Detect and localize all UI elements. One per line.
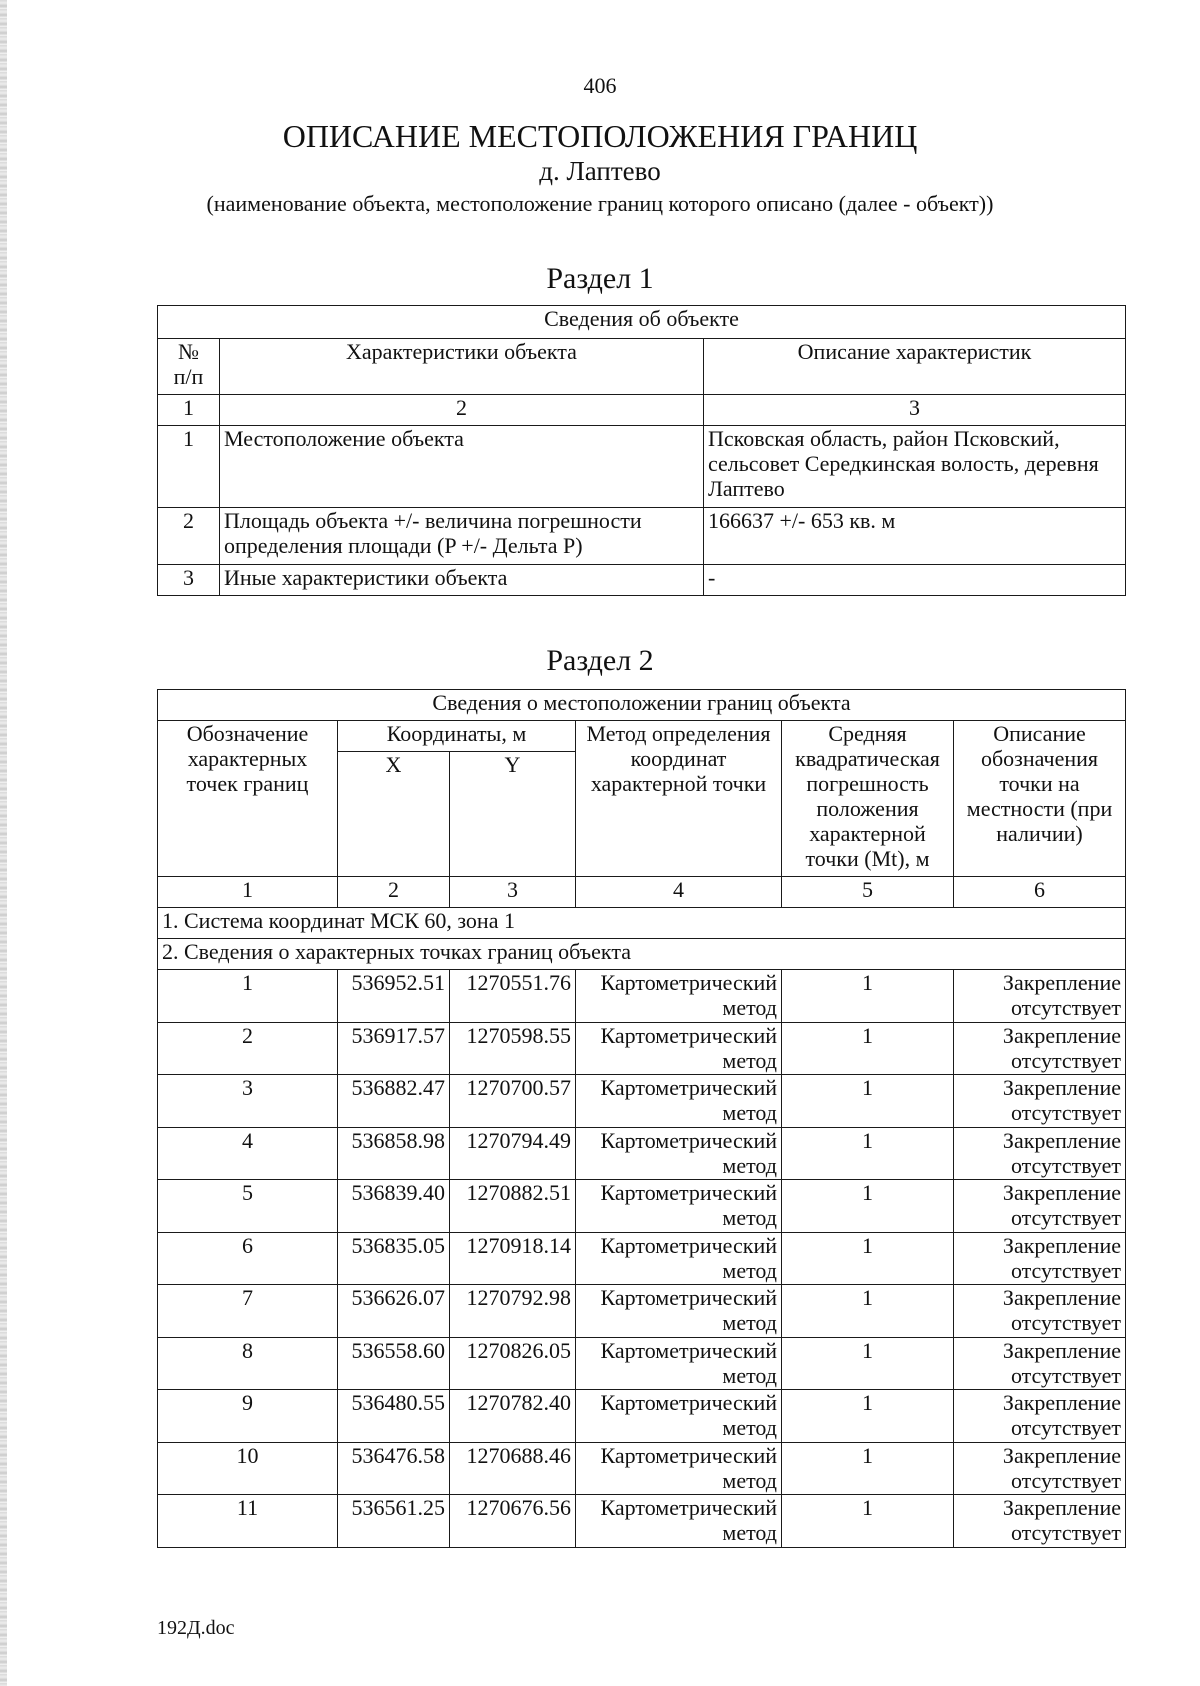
scan-edge bbox=[0, 0, 7, 1686]
row-marker: Закрепление отсутствует bbox=[954, 1180, 1126, 1233]
row-marker: Закрепление отсутствует bbox=[954, 1022, 1126, 1075]
table-row bbox=[158, 1337, 1126, 1390]
column-number: 5 bbox=[782, 877, 954, 908]
row-method: Картометрический метод bbox=[576, 1180, 782, 1233]
page-number: 406 bbox=[583, 73, 617, 98]
row-marker: Закрепление отсутствует bbox=[954, 1390, 1126, 1443]
section2-heading: Раздел 2 bbox=[546, 644, 654, 677]
row-x-coordinate: 536558.60 bbox=[338, 1337, 450, 1390]
table-title: Сведения об объекте bbox=[158, 306, 1126, 339]
points-subheading-row: 2. Сведения о характерных точках границ объекта bbox=[158, 939, 1126, 970]
row-y-coordinate: 1270676.56 bbox=[450, 1495, 576, 1548]
boundary-points-table bbox=[157, 689, 1126, 1548]
section1-heading: Раздел 1 bbox=[546, 262, 654, 295]
row-marker: Закрепление отсутствует bbox=[954, 970, 1126, 1023]
table-row bbox=[158, 1180, 1126, 1233]
row-error: 1 bbox=[782, 970, 954, 1023]
row-y-coordinate: 1270826.05 bbox=[450, 1337, 576, 1390]
row-error: 1 bbox=[782, 1442, 954, 1495]
row-point-number: 6 bbox=[158, 1232, 338, 1285]
table-row bbox=[158, 1127, 1126, 1180]
row-x-coordinate: 536476.58 bbox=[338, 1442, 450, 1495]
column-number: 6 bbox=[954, 877, 1126, 908]
object-info-table bbox=[157, 305, 1126, 596]
row-characteristic: Иные характеристики объекта bbox=[220, 565, 704, 596]
row-method: Картометрический метод bbox=[576, 1075, 782, 1128]
object-caption: (наименование объекта, местоположение границ которого описано (далее - объект)) bbox=[206, 191, 994, 216]
row-x-coordinate: 536835.05 bbox=[338, 1232, 450, 1285]
row-description: - bbox=[704, 565, 1126, 596]
table-row bbox=[158, 1075, 1126, 1128]
column-header-marker: Описание обозначения точки на местности (при наличии) bbox=[954, 721, 1126, 877]
row-x-coordinate: 536480.55 bbox=[338, 1390, 450, 1443]
row-error: 1 bbox=[782, 1390, 954, 1443]
row-x-coordinate: 536858.98 bbox=[338, 1127, 450, 1180]
table-row bbox=[158, 970, 1126, 1023]
row-point-number: 5 bbox=[158, 1180, 338, 1233]
row-marker: Закрепление отсутствует bbox=[954, 1285, 1126, 1338]
table-row bbox=[158, 1390, 1126, 1443]
row-point-number: 2 bbox=[158, 1022, 338, 1075]
row-error: 1 bbox=[782, 1285, 954, 1338]
object-name: д. Лаптево bbox=[539, 156, 661, 186]
row-characteristic: Площадь объекта +/- величина погрешности определения площади (P +/- Дельта P) bbox=[220, 508, 704, 565]
row-description: 166637 +/- 653 кв. м bbox=[704, 508, 1126, 565]
table-row bbox=[158, 1442, 1126, 1495]
row-marker: Закрепление отсутствует bbox=[954, 1127, 1126, 1180]
table-row bbox=[158, 508, 1126, 565]
row-method: Картометрический метод bbox=[576, 1337, 782, 1390]
column-number: 2 bbox=[338, 877, 450, 908]
coordinate-system-row: 1. Система координат МСК 60, зона 1 bbox=[158, 908, 1126, 939]
row-error: 1 bbox=[782, 1495, 954, 1548]
row-error: 1 bbox=[782, 1232, 954, 1285]
row-error: 1 bbox=[782, 1127, 954, 1180]
row-y-coordinate: 1270551.76 bbox=[450, 970, 576, 1023]
row-number: 1 bbox=[158, 426, 220, 508]
row-method: Картометрический метод bbox=[576, 1495, 782, 1548]
row-method: Картометрический метод bbox=[576, 1232, 782, 1285]
column-header-error: Средняя квадратическая погрешность положения характерной точки (Mt), м bbox=[782, 721, 954, 877]
row-point-number: 9 bbox=[158, 1390, 338, 1443]
column-number: 2 bbox=[220, 395, 704, 426]
table-row bbox=[158, 1495, 1126, 1548]
column-number: 4 bbox=[576, 877, 782, 908]
table-row bbox=[158, 426, 1126, 508]
column-header-x: X bbox=[338, 752, 450, 877]
row-error: 1 bbox=[782, 1075, 954, 1128]
row-method: Картометрический метод bbox=[576, 1390, 782, 1443]
document-title: ОПИСАНИЕ МЕСТОПОЛОЖЕНИЯ ГРАНИЦ bbox=[282, 118, 918, 154]
row-y-coordinate: 1270792.98 bbox=[450, 1285, 576, 1338]
column-number: 1 bbox=[158, 877, 338, 908]
row-y-coordinate: 1270688.46 bbox=[450, 1442, 576, 1495]
column-header-coordinates: Координаты, м bbox=[338, 721, 576, 752]
row-number: 3 bbox=[158, 565, 220, 596]
row-y-coordinate: 1270598.55 bbox=[450, 1022, 576, 1075]
row-method: Картометрический метод bbox=[576, 1127, 782, 1180]
row-point-number: 1 bbox=[158, 970, 338, 1023]
row-error: 1 bbox=[782, 1337, 954, 1390]
column-header-characteristic: Характеристики объекта bbox=[220, 339, 704, 395]
row-x-coordinate: 536882.47 bbox=[338, 1075, 450, 1128]
row-description: Псковская область, район Псковский, сельсовет Середкинская волость, деревня Лаптево bbox=[704, 426, 1126, 508]
column-header-y: Y bbox=[450, 752, 576, 877]
row-characteristic: Местоположение объекта bbox=[220, 426, 704, 508]
row-method: Картометрический метод bbox=[576, 1442, 782, 1495]
row-marker: Закрепление отсутствует bbox=[954, 1442, 1126, 1495]
table-row bbox=[158, 1232, 1126, 1285]
table-row bbox=[158, 1285, 1126, 1338]
row-point-number: 8 bbox=[158, 1337, 338, 1390]
table-row bbox=[158, 565, 1126, 596]
table-row bbox=[158, 1022, 1126, 1075]
row-y-coordinate: 1270782.40 bbox=[450, 1390, 576, 1443]
row-error: 1 bbox=[782, 1180, 954, 1233]
row-y-coordinate: 1270700.57 bbox=[450, 1075, 576, 1128]
column-number: 3 bbox=[450, 877, 576, 908]
column-header-designation: Обозначение характерных точек границ bbox=[158, 721, 338, 877]
row-x-coordinate: 536626.07 bbox=[338, 1285, 450, 1338]
column-number: 3 bbox=[704, 395, 1126, 426]
row-error: 1 bbox=[782, 1022, 954, 1075]
row-point-number: 11 bbox=[158, 1495, 338, 1548]
row-marker: Закрепление отсутствует bbox=[954, 1495, 1126, 1548]
row-marker: Закрепление отсутствует bbox=[954, 1337, 1126, 1390]
row-number: 2 bbox=[158, 508, 220, 565]
row-method: Картометрический метод bbox=[576, 1022, 782, 1075]
row-point-number: 4 bbox=[158, 1127, 338, 1180]
table-title: Сведения о местоположении границ объекта bbox=[158, 690, 1126, 721]
row-y-coordinate: 1270794.49 bbox=[450, 1127, 576, 1180]
row-point-number: 7 bbox=[158, 1285, 338, 1338]
column-header-description: Описание характеристик bbox=[704, 339, 1126, 395]
row-x-coordinate: 536952.51 bbox=[338, 970, 450, 1023]
row-x-coordinate: 536561.25 bbox=[338, 1495, 450, 1548]
row-y-coordinate: 1270918.14 bbox=[450, 1232, 576, 1285]
column-number: 1 bbox=[158, 395, 220, 426]
column-header-method: Метод определения координат характерной точки bbox=[576, 721, 782, 877]
row-x-coordinate: 536917.57 bbox=[338, 1022, 450, 1075]
row-marker: Закрепление отсутствует bbox=[954, 1075, 1126, 1128]
row-method: Картометрический метод bbox=[576, 1285, 782, 1338]
column-header-number: № п/п bbox=[158, 339, 220, 395]
row-y-coordinate: 1270882.51 bbox=[450, 1180, 576, 1233]
row-point-number: 10 bbox=[158, 1442, 338, 1495]
row-marker: Закрепление отсутствует bbox=[954, 1232, 1126, 1285]
row-method: Картометрический метод bbox=[576, 970, 782, 1023]
row-x-coordinate: 536839.40 bbox=[338, 1180, 450, 1233]
footer-filename: 192Д.doc bbox=[157, 1617, 235, 1639]
row-point-number: 3 bbox=[158, 1075, 338, 1128]
